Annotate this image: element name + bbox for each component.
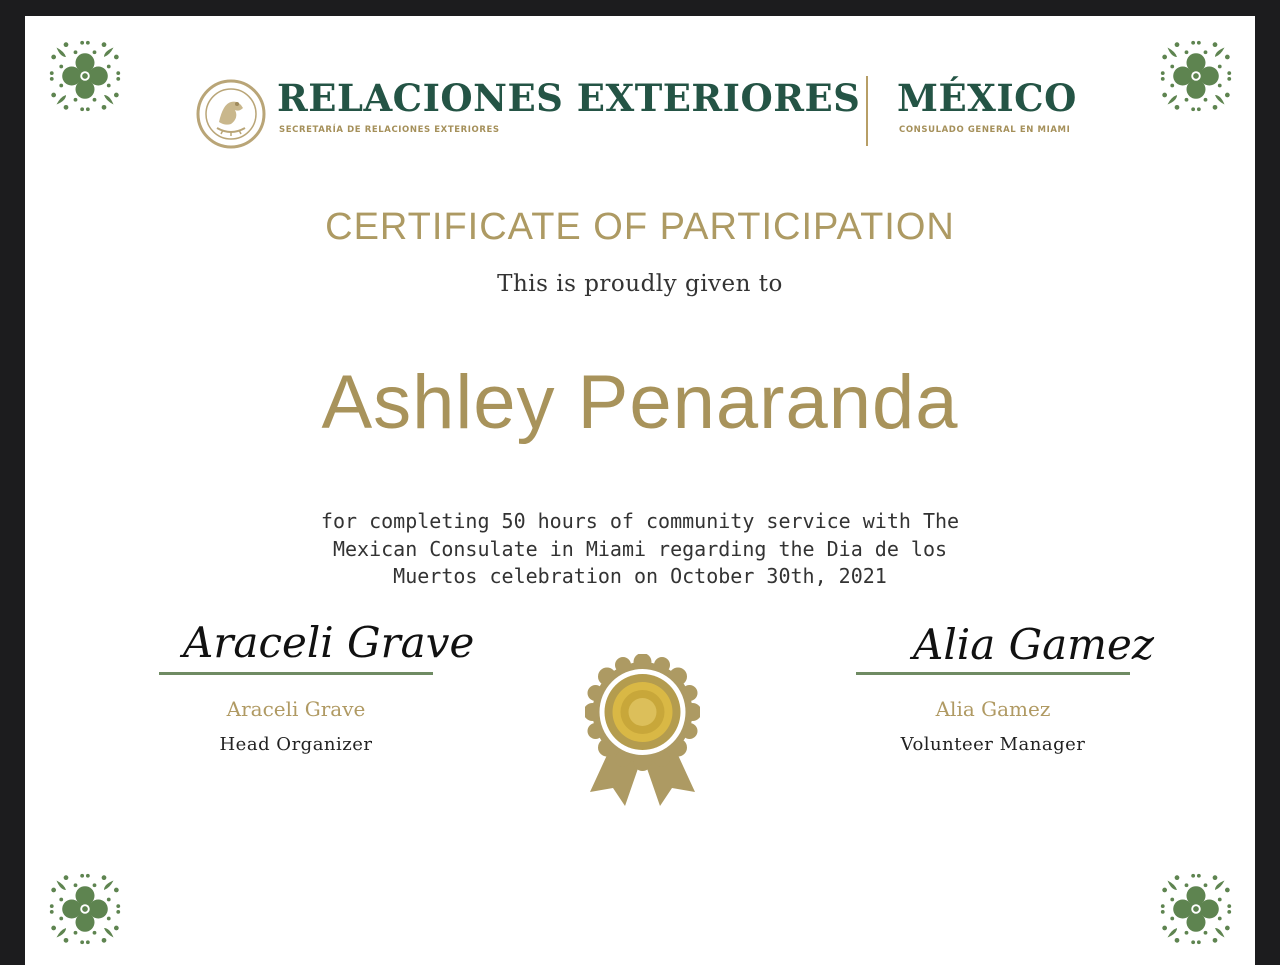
recipient-name: Ashley Penaranda [321, 360, 959, 445]
description-line: Muertos celebration on October 30th, 2021 [393, 564, 887, 588]
floral-ornament-icon [1158, 871, 1234, 947]
organization-subtitle: SECRETARÍA DE RELACIONES EXTERIORES [279, 125, 500, 135]
signature-left: Araceli Grave [183, 618, 475, 667]
organization-title: RELACIONES EXTERIORES [277, 76, 861, 120]
signer-name-right: Alia Gamez [935, 697, 1051, 721]
signer-role-right: Volunteer Manager [900, 734, 1086, 755]
description-line: Mexican Consulate in Miami regarding the Dia de los [332, 536, 948, 561]
country-subtitle: CONSULADO GENERAL EN MIAMI [899, 125, 1071, 135]
signature-line-left [159, 672, 433, 675]
award-rosette-icon [585, 654, 700, 806]
description-line: for completing 50 hours of community service with The [320, 509, 960, 533]
signer-name-left: Araceli Grave [226, 697, 366, 721]
certificate-title: CERTIFICATE OF PARTICIPATION [325, 206, 955, 248]
certificate-description [280, 508, 1000, 591]
signature-right: Alia Gamez [913, 620, 1154, 669]
country-title: MÉXICO [897, 76, 1077, 120]
coat-of-arms-seal-icon [195, 78, 267, 150]
header-divider [866, 76, 868, 146]
header-logo [195, 72, 1095, 152]
floral-ornament-icon [47, 871, 123, 947]
signature-line-right [856, 672, 1130, 675]
floral-ornament-icon [47, 38, 123, 114]
certificate-page [25, 16, 1255, 965]
floral-ornament-icon [1158, 38, 1234, 114]
signer-role-left: Head Organizer [219, 734, 373, 755]
given-text: This is proudly given to [497, 271, 783, 297]
